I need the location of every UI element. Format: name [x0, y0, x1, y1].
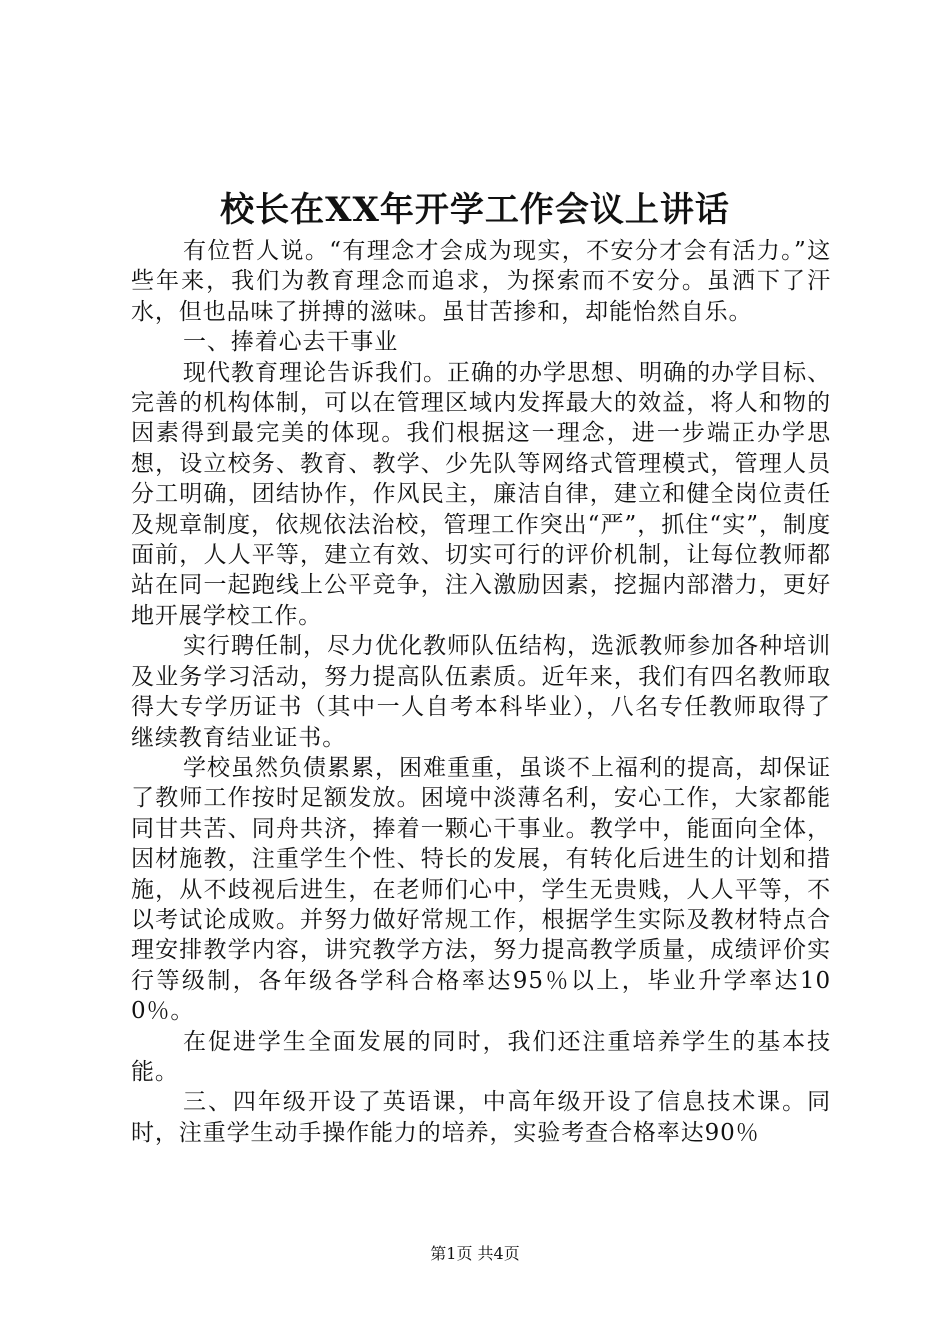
paragraph-school: 学校虽然负债累累，困难重重，虽谈不上福利的提高，却保证了教师工作按时足额发放。困境中淡薄名利，安心工作，大家都能同甘共苦、同舟共济，捧着一颗心干事业。教学中，能面向全体，因材施教，注重学生个性、特长的发展，有转化后进生的计划和措施，从不歧视后进生，在老师们心中，学生无贵贱，人人平等，不以考试论成败。并努力做好常规工作，根据学生实际及教材特点合理安排教学内容，讲究教学方法，努力提高教学质量，成绩评价实行等级制，各年级各学科合格率达95％以上，毕业升学率达100％。: [131, 754, 831, 1025]
paragraph-management: 现代教育理论告诉我们。正确的办学思想、明确的办学目标、完善的机构体制，可以在管理区域内发挥最大的效益，将人和物的因素得到最完美的体现。我们根据这一理念，进一步端正办学思想，设立校务、教育、教学、少先队等网络式管理模式，管理人员分工明确，团结协作，作风民主，廉洁自律，建立和健全岗位责任及规章制度，依规依法治校，管理工作突出“严”，抓住“实”，制度面前，人人平等，建立有效、切实可行的评价机制，让每位教师都站在同一起跑线上公平竞争，注入激励因素，挖掘内部潜力，更好地开展学校工作。: [131, 359, 831, 629]
paragraph-teachers: 实行聘任制，尽力优化教师队伍结构，选派教师参加各种培训及业务学习活动，努力提高队伍素质。近年来，我们有四名教师取得大专学历证书（其中一人自考本科毕业），八名专任教师取得了继续教育结业证书。: [131, 633, 831, 751]
paragraph-skills: 在促进学生全面发展的同时，我们还注重培养学生的基本技能。: [131, 1028, 831, 1085]
paragraph-intro: 有位哲人说。“有理念才会成为现实，不安分才会有活力。”这些年来，我们为教育理念而追求，为探索而不安分。虽洒下了汗水，但也品味了拼搏的滋味。虽甘苦掺和，却能怡然自乐。: [131, 238, 831, 325]
page-footer: 第1页 共4页: [430, 1244, 520, 1263]
document-body: [131, 236, 831, 1148]
paragraph-courses: 三、四年级开设了英语课，中高年级开设了信息技术课。同时，注重学生动手操作能力的培养，实验考查合格率达90％: [131, 1089, 831, 1146]
document-title: 校长在XX年开学工作会议上讲话: [220, 190, 730, 230]
section-heading: 一、捧着心去干事业: [183, 329, 399, 356]
